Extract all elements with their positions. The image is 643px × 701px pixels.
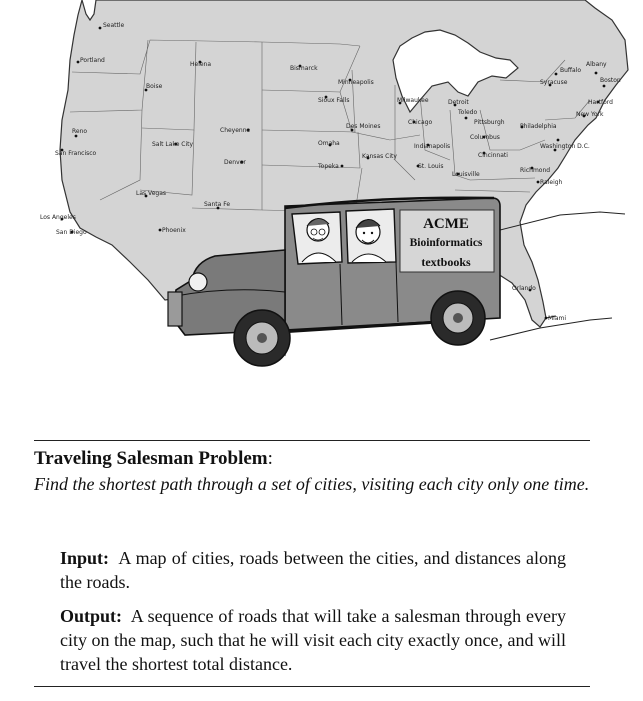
truck-wheel-rear bbox=[431, 291, 485, 345]
city-label: Des Moines bbox=[346, 123, 381, 130]
output-text: A sequence of roads that will take a salesman through every city on the map, such that he will visit each city exactly once, and will travel the shortest total distance. bbox=[60, 606, 567, 674]
city-label: Reno bbox=[72, 128, 88, 135]
city-label: Louisville bbox=[452, 171, 480, 178]
input-text: A map of cities, roads between the cities, and distances along the roads. bbox=[60, 548, 566, 592]
city-label: Buffalo bbox=[560, 67, 582, 74]
city-label: Las Vegas bbox=[136, 190, 166, 197]
city-label: Boise bbox=[146, 83, 163, 90]
city-label: Minneapolis bbox=[338, 79, 374, 86]
problem-statement bbox=[34, 447, 594, 496]
city-label: Salt Lake City bbox=[152, 141, 194, 148]
top-divider bbox=[34, 440, 590, 441]
city-label: Toledo bbox=[458, 109, 478, 116]
bottom-divider bbox=[34, 686, 590, 687]
city-label: Phoenix bbox=[162, 227, 186, 234]
city-label: Omaha bbox=[318, 140, 340, 147]
city-label: Milwaukee bbox=[397, 97, 429, 104]
city-label: Hartford bbox=[588, 99, 613, 106]
city-label: Indianapolis bbox=[414, 143, 451, 150]
output-label: Output: bbox=[60, 606, 123, 626]
city-label: St. Louis bbox=[418, 163, 444, 170]
truck-grille bbox=[168, 292, 182, 326]
city-label: Santa Fe bbox=[204, 201, 231, 208]
city-label: Cheyenne bbox=[220, 127, 251, 134]
city-label: Seattle bbox=[103, 22, 125, 29]
city-label: Philadelphia bbox=[520, 123, 557, 130]
city-label: Portland bbox=[80, 57, 105, 64]
city-label: San Diego bbox=[56, 229, 87, 236]
city-label: Columbus bbox=[470, 134, 500, 141]
truck-sign-line-1: ACME bbox=[423, 216, 469, 232]
city-label: Syracuse bbox=[540, 79, 568, 86]
city-label: Pittsburgh bbox=[474, 119, 505, 126]
problem-title-line bbox=[34, 447, 594, 471]
truck-sign-line-2: Bioinformatics bbox=[409, 237, 483, 249]
city-label: Orlando bbox=[512, 285, 536, 292]
city-label: Chicago bbox=[408, 119, 433, 126]
city-label: Miami bbox=[548, 315, 567, 322]
city-label: Detroit bbox=[448, 99, 469, 106]
problem-title: Traveling Salesman Problem bbox=[34, 448, 268, 469]
city-label: Cincinnati bbox=[478, 152, 508, 159]
problem-title-colon: : bbox=[267, 448, 273, 469]
input-output-block bbox=[60, 546, 566, 676]
city-label: Boston bbox=[600, 77, 621, 84]
input-paragraph bbox=[60, 546, 566, 594]
city-label: Albany bbox=[586, 61, 607, 68]
problem-description: Find the shortest path through a set of cities, visiting each city only one time. bbox=[34, 474, 590, 494]
city-label: Raleigh bbox=[540, 179, 563, 186]
city-label: Sioux Falls bbox=[318, 97, 350, 104]
truck-sign-line-3: textbooks bbox=[421, 255, 471, 269]
city-label: Washington D.C. bbox=[540, 143, 590, 150]
city-label: Topeka bbox=[318, 163, 339, 170]
city-label: San Francisco bbox=[55, 150, 97, 157]
city-label: New York bbox=[576, 111, 604, 118]
input-label: Input: bbox=[60, 548, 110, 568]
city-label: Los Angeles bbox=[40, 214, 76, 221]
city-label: Denver bbox=[224, 159, 246, 166]
truck-wheel-front bbox=[234, 310, 290, 366]
city-label: Bismarck bbox=[290, 65, 318, 72]
city-label: Richmond bbox=[520, 167, 551, 174]
city-label: Helena bbox=[190, 61, 212, 68]
output-paragraph bbox=[60, 604, 566, 676]
truck-headlight bbox=[189, 273, 207, 291]
city-label: Kansas City bbox=[362, 153, 397, 160]
